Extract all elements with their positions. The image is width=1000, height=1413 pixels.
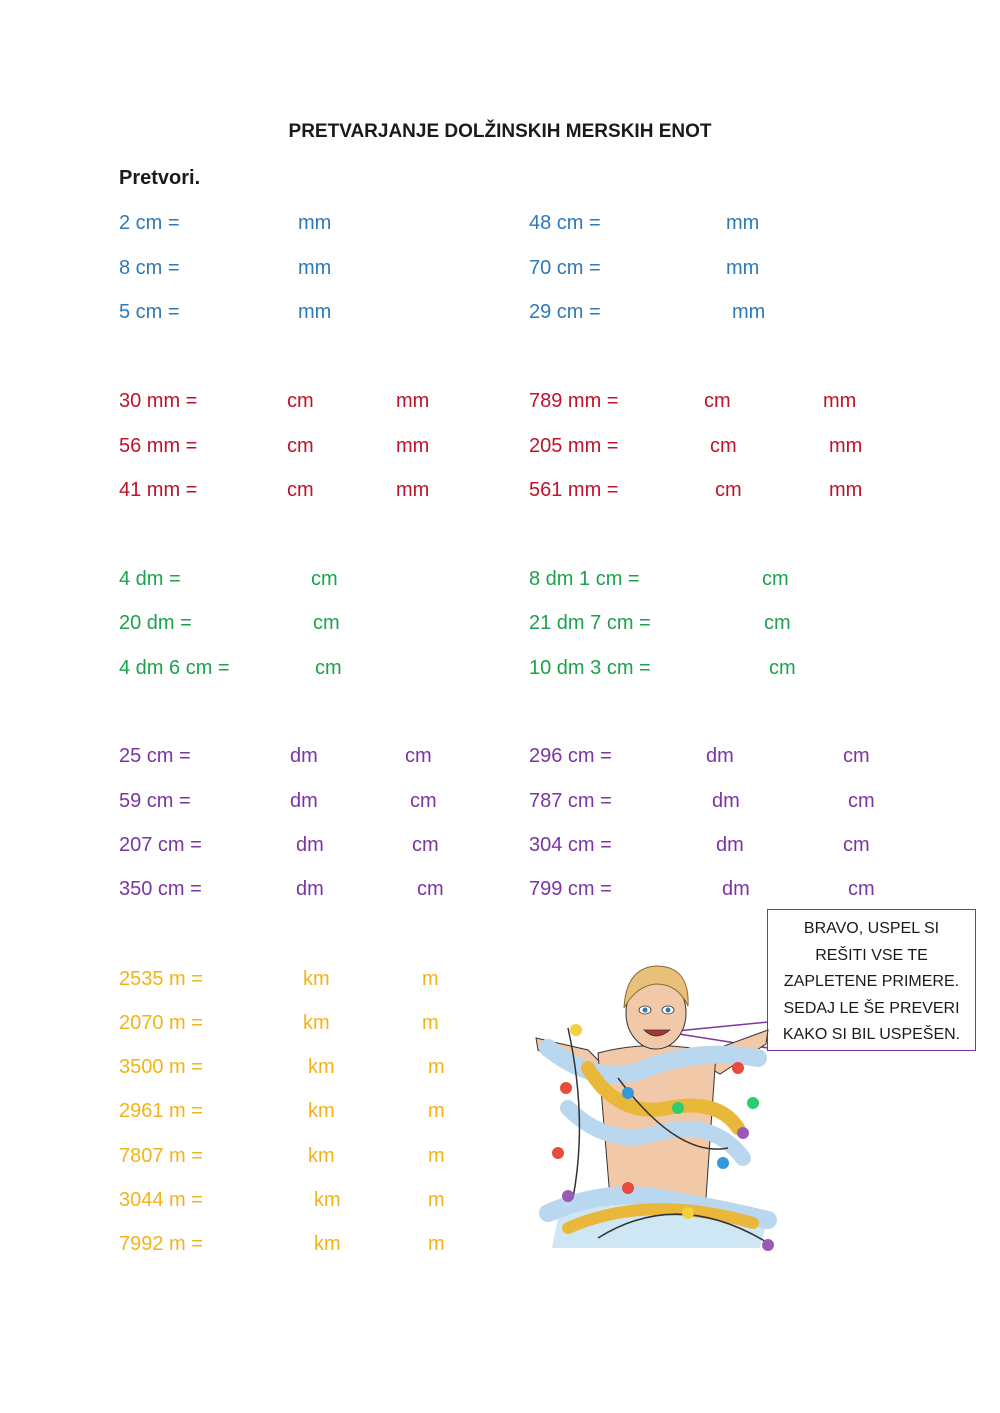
s2-left-1-unit1: cm [287, 435, 314, 457]
bubble-line-4: SEDAJ LE ŠE PREVERI [783, 999, 960, 1017]
s1-left-0-unit: mm [298, 212, 332, 234]
s5-row-1-unit2: m [422, 1012, 439, 1034]
s4-left-1-question: 59 cm = [119, 790, 191, 812]
s5-row-5-unit2: m [428, 1189, 445, 1211]
s3-left-1-question: 20 dm = [119, 612, 192, 634]
bubble-line-1: BRAVO, USPEL SI [803, 920, 940, 937]
s1-left-1-question: 8 cm = [119, 257, 180, 279]
s1-right-2-question: 29 cm = [529, 301, 601, 323]
s5-row-0-unit1: km [303, 968, 330, 990]
s2-left-2-unit1: cm [287, 479, 314, 501]
s1-left-2-question: 5 cm = [119, 301, 180, 323]
s4-right-1-unit1: dm [712, 790, 740, 812]
s1-right-2-unit: mm [732, 301, 766, 323]
s1-left-2-unit: mm [298, 301, 332, 323]
s4-left-3-unit1: dm [296, 878, 324, 900]
s4-right-2-question: 304 cm = [529, 834, 612, 856]
s4-left-1-unit1: dm [290, 790, 318, 812]
bubble-line-5: KAKO SI BIL USPEŠEN. [782, 1026, 961, 1043]
s1-left-1-unit: mm [298, 257, 332, 279]
s3-right-1-question: 21 dm 7 cm = [529, 612, 651, 634]
s2-right-0-unit2: mm [823, 390, 857, 412]
s5-row-3-unit2: m [428, 1100, 445, 1122]
s4-left-2-unit2: cm [412, 834, 439, 856]
s2-left-1-unit2: mm [396, 435, 430, 457]
s2-right-1-unit1: cm [710, 435, 737, 457]
s4-left-2-unit1: dm [296, 834, 324, 856]
s4-right-0-question: 296 cm = [529, 745, 612, 767]
s2-right-1-unit2: mm [829, 435, 863, 457]
s3-right-1-unit: cm [764, 612, 791, 634]
s3-left-0-unit: cm [311, 568, 338, 590]
s4-left-0-question: 25 cm = [119, 745, 191, 767]
s5-row-5-question: 3044 m = [119, 1189, 203, 1211]
s3-right-2-question: 10 dm 3 cm = [529, 657, 651, 679]
s1-right-0-question: 48 cm = [529, 212, 601, 234]
s3-left-2-unit: cm [315, 657, 342, 679]
s2-left-2-question: 41 mm = [119, 479, 198, 501]
s2-right-2-unit2: mm [829, 479, 863, 501]
s5-row-0-question: 2535 m = [119, 968, 203, 990]
s5-row-1-unit1: km [303, 1012, 330, 1034]
s2-left-1-question: 56 mm = [119, 435, 198, 457]
speech-bubble [767, 909, 976, 1051]
s2-right-0-unit1: cm [704, 390, 731, 412]
instruction: Pretvori. [119, 167, 201, 189]
s3-right-2-unit: cm [769, 657, 796, 679]
s4-right-0-unit1: dm [706, 745, 734, 767]
s3-left-1-unit: cm [313, 612, 340, 634]
s4-left-3-question: 350 cm = [119, 878, 202, 900]
s4-right-2-unit1: dm [716, 834, 744, 856]
s5-row-6-question: 7992 m = [119, 1233, 203, 1255]
bubble-line-3: ZAPLETENE PRIMERE. [783, 973, 960, 990]
s1-right-0-unit: mm [726, 212, 760, 234]
s4-right-3-unit2: cm [848, 878, 875, 900]
s1-right-1-question: 70 cm = [529, 257, 601, 279]
cartoon-girl-with-christmas-lights-icon [528, 958, 790, 1260]
s5-row-3-question: 2961 m = [119, 1100, 203, 1122]
s5-row-4-unit2: m [428, 1145, 445, 1167]
s5-row-2-question: 3500 m = [119, 1056, 203, 1078]
s5-row-3-unit1: km [308, 1100, 335, 1122]
s4-right-0-unit2: cm [843, 745, 870, 767]
s5-row-2-unit2: m [428, 1056, 445, 1078]
s1-right-1-unit: mm [726, 257, 760, 279]
bubble-line-2: REŠITI VSE TE [815, 946, 928, 964]
s4-left-2-question: 207 cm = [119, 834, 202, 856]
s5-row-1-question: 2070 m = [119, 1012, 203, 1034]
page-title: PRETVARJANJE DOLŽINSKIH MERSKIH ENOT [288, 121, 712, 142]
s5-row-5-unit1: km [314, 1189, 341, 1211]
s5-row-6-unit2: m [428, 1233, 445, 1255]
s4-right-3-unit1: dm [722, 878, 750, 900]
s2-left-0-unit1: cm [287, 390, 314, 412]
s5-row-4-question: 7807 m = [119, 1145, 203, 1167]
s4-left-0-unit1: dm [290, 745, 318, 767]
s2-right-2-question: 561 mm = [529, 479, 619, 501]
s4-right-2-unit2: cm [843, 834, 870, 856]
s3-right-0-question: 8 dm 1 cm = [529, 568, 640, 590]
s5-row-2-unit1: km [308, 1056, 335, 1078]
s1-left-0-question: 2 cm = [119, 212, 180, 234]
s5-row-4-unit1: km [308, 1145, 335, 1167]
s2-left-0-question: 30 mm = [119, 390, 198, 412]
s2-right-0-question: 789 mm = [529, 390, 619, 412]
s4-left-3-unit2: cm [417, 878, 444, 900]
s4-right-1-unit2: cm [848, 790, 875, 812]
s3-left-0-question: 4 dm = [119, 568, 181, 590]
s4-left-1-unit2: cm [410, 790, 437, 812]
s2-left-2-unit2: mm [396, 479, 430, 501]
s5-row-6-unit1: km [314, 1233, 341, 1255]
s4-right-1-question: 787 cm = [529, 790, 612, 812]
s3-left-2-question: 4 dm 6 cm = [119, 657, 230, 679]
s4-right-3-question: 799 cm = [529, 878, 612, 900]
s2-right-1-question: 205 mm = [529, 435, 619, 457]
s2-right-2-unit1: cm [715, 479, 742, 501]
s3-right-0-unit: cm [762, 568, 789, 590]
s2-left-0-unit2: mm [396, 390, 430, 412]
s5-row-0-unit2: m [422, 968, 439, 990]
s4-left-0-unit2: cm [405, 745, 432, 767]
